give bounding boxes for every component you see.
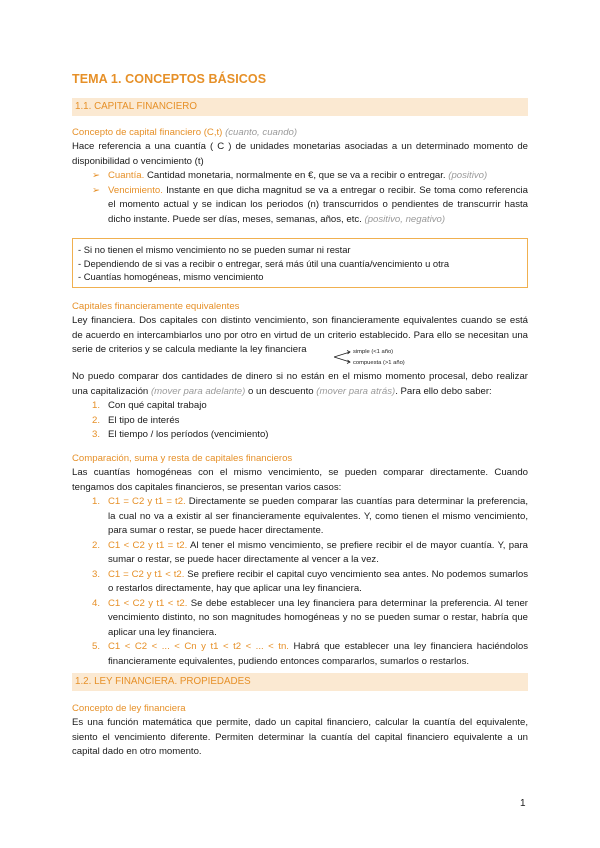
note-box	[72, 238, 528, 288]
list-item: 2. C1 < C2 y t1 = t2. Al tener el mismo vencimiento, se prefiere recibir el de mayor cuantía. Y, para sumar o restar, se puede hacer directamente al vencer a la vez.	[92, 539, 528, 565]
note-line: - Cuantías homogéneas, mismo vencimiento	[78, 271, 264, 282]
list-item: 2. El tipo de interés	[92, 414, 180, 426]
paragraph-concepto-capital: Hace referencia a una cuantía ( C ) de unidades monetarias asociadas a un determinado momento de disponibilidad o vencimiento (t)	[72, 141, 528, 167]
list-item: 3. El tiempo / los períodos (vencimiento)	[92, 429, 269, 440]
ley-compuesta-label: compuesta (>1 año)	[353, 360, 405, 366]
subheading-comparacion: Comparación, suma y resta de capitales financieros	[72, 453, 293, 464]
subheading-capitales-equivalentes: Capitales financieramente equivalentes	[72, 301, 240, 312]
arrow-bullet-icon: ➢	[92, 184, 101, 196]
bullet-item-cuantia: ➢ Cuantía. Cantidad monetaria, normalmente en €, que se va a recibir o entregar. (positivo)	[92, 169, 528, 184]
note-line: - Dependiendo de si vas a recibir o entregar, será más útil una cuantía/vencimiento u otra	[78, 257, 450, 269]
bullet-item-vencimiento: ➢ Vencimiento. Instante en que dicha magnitud se va a entregar o recibir. Se toma como referencia el momento actual y se indican los periodos (n) transcurridos o pendientes de transcurrir hasta dicho instante. Puede ser días, meses, semanas, años, etc. (positivo, negativo)	[92, 184, 528, 225]
bullet-list-capital	[92, 169, 528, 227]
page-title: TEMA 1. CONCEPTOS BÁSICOS	[72, 72, 267, 86]
section-heading-capital-financiero: 1.1. CAPITAL FINANCIERO	[72, 98, 528, 116]
paragraph-comparacion: Las cuantías homogéneas con el mismo vencimiento, se pueden comparar directamente. Cuando tengamos dos capitales financieros, se presentan varios casos:	[72, 467, 528, 493]
paragraph-equivalentes: Ley financiera. Dos capitales con distinto vencimiento, son financieramente equivalentes cuando se está de acuerdo en intercambiarlos uno por otro en virtud de un criterio establecido. Para ello se necesitan una serie de criterios y se calcula mediante la ley financiera	[72, 315, 528, 355]
subheading-concepto-capital: Concepto de capital financiero (C,t) (cuanto, cuando)	[72, 127, 298, 138]
subheading-concepto-ley: Concepto de ley financiera	[72, 703, 186, 714]
list-item: 3. C1 = C2 y t1 < t2. Se prefiere recibir el capital cuyo vencimiento sea antes. No podemos sumarlos o restarlos directamente, hay que aplicar una ley financiera.	[92, 568, 528, 594]
note-line: - Si no tienen el mismo vencimiento no se pueden sumar ni restar	[78, 244, 351, 255]
ley-financiera-diagram	[334, 348, 414, 370]
ley-simple-label: simple (<1 año)	[353, 349, 394, 355]
numbered-list-casos	[92, 495, 528, 669]
list-item: 5. C1 < C2 < ... < Cn y t1 < t2 < ... < tn. Habrá que establecer una ley financiera haciéndolos financieramente equivalentes, pudiendo entonces compararlos, sumarlos o restarlos.	[92, 641, 528, 667]
list-item: 1. Con qué capital trabajo	[92, 400, 207, 411]
section-heading-ley-financiera: 1.2. LEY FINANCIERA. PROPIEDADES	[72, 673, 528, 691]
arrow-bullet-icon: ➢	[92, 170, 101, 181]
numbered-list-saber	[92, 399, 528, 443]
list-item: 4. C1 < C2 y t1 < t2. Se debe establecer una ley financiera para determinar la preferencia. Al tener vencimiento distinto, no son magnitudes homogéneas y no se pueden sumar o restar, habría que aplicar una ley financiera.	[92, 597, 528, 638]
paragraph-capitalizacion: No puedo comparar dos cantidades de dinero si no están en el mismo momento procesal, debo realizar una capitalización (mover para adelante) o un descuento (mover para atrás). Para ello debo saber:	[72, 371, 528, 397]
paragraph-concepto-ley: Es una función matemática que permite, dado un capital financiero, calcular la cuantía del equivalente, siento el vencimiento diferente. Permiten determinar la cuantía del capital financiero equivalente a un capital dado en otro momento.	[72, 717, 528, 757]
list-item: 1. C1 = C2 y t1 = t2. Directamente se pueden comparar las cuantías para determinar la preferencia, la cual no va a existir al ser financieramente equivalentes. Y, como tienen el mismo vencimiento, para sumar o restar, se puede hacer directamente.	[92, 496, 528, 536]
page-number: 1	[520, 798, 526, 809]
